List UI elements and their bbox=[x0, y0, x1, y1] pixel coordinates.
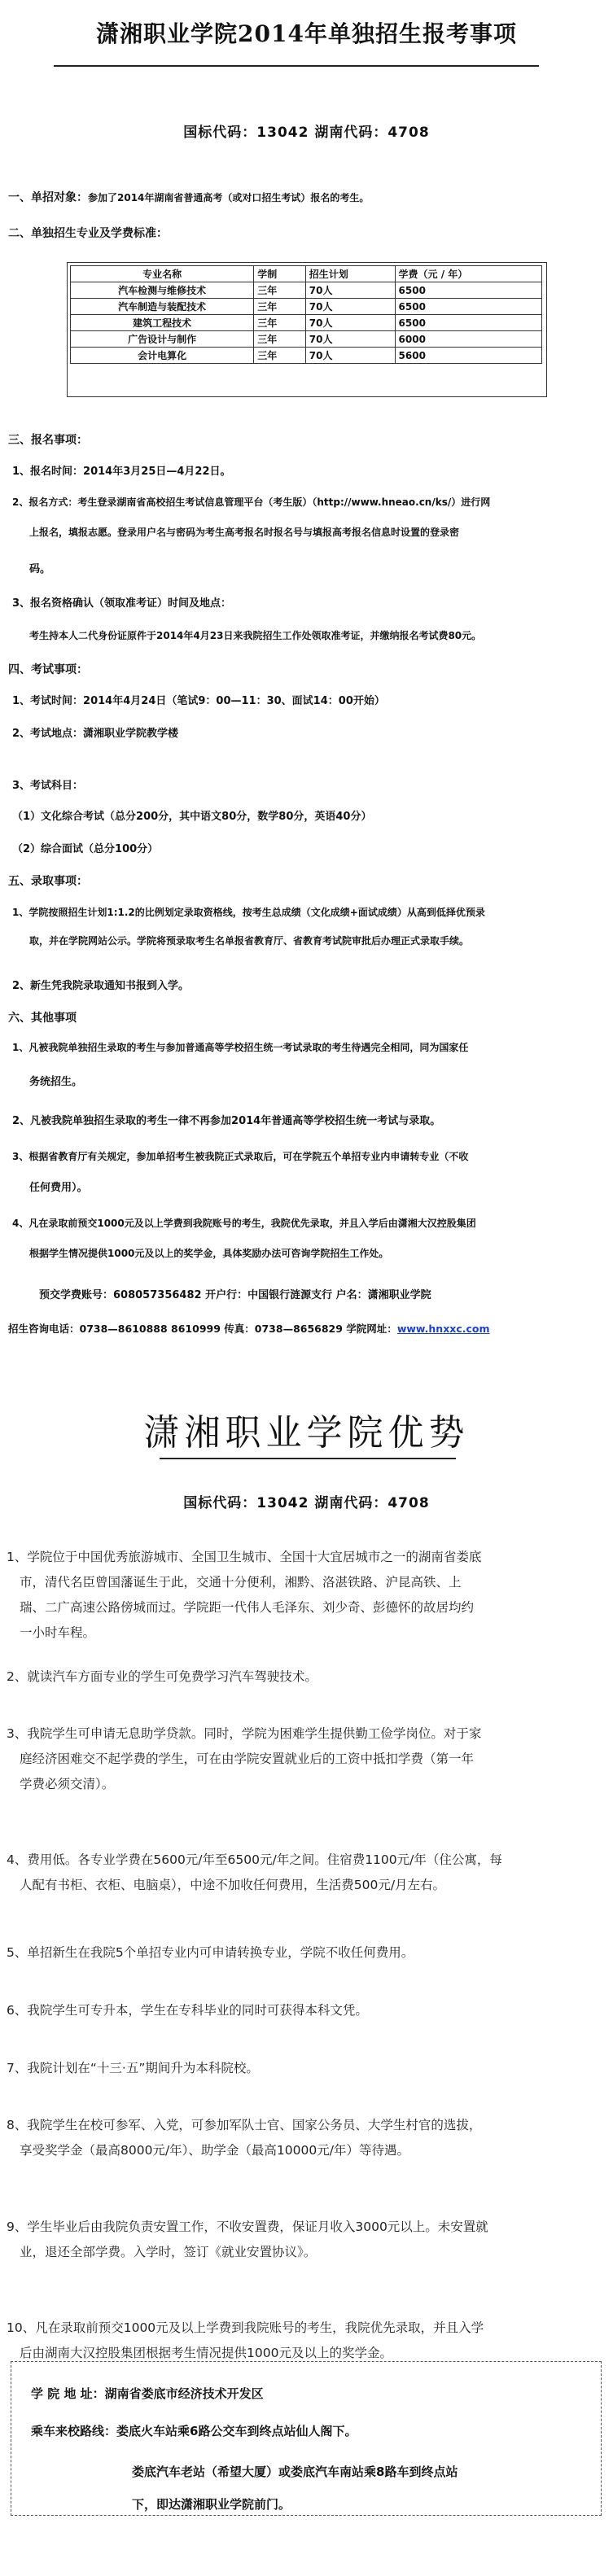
advantage-line: 7、我院计划在“十三·五”期间升为本科院校。 bbox=[7, 2061, 259, 2075]
table-row bbox=[71, 315, 542, 331]
qualification-text: 考生持本人二代身份证原件于2014年4月23日来我院招生工作处领取准考证，并缴纳报名考试费80元。 bbox=[29, 630, 482, 641]
other-1-line2: 务统招生。 bbox=[29, 1076, 83, 1088]
section-1-title: 一、单招对象： bbox=[8, 191, 88, 204]
advantage-line: 5、单招新生在我院5个单招专业内可申请转换专业，学院不收任何费用。 bbox=[7, 1945, 414, 1960]
other-4-line1: 4、凡在录取前预交1000元及以上学费到我院账号的考生，我院优先录取，并且入学后由潇湘大汉控股集团 bbox=[12, 1218, 476, 1229]
advantage-line: 业，退还全部学费。入学时，签订《就业安置协议》。 bbox=[20, 2245, 317, 2259]
section-heading-2: 二、单独招生专业及学费标准： bbox=[8, 227, 168, 240]
exam-subject-1: （1）文化综合考试（总分200分，其中语文80分，数学80分，英语40分） bbox=[12, 811, 372, 823]
table-cell: 会计电算化 bbox=[71, 348, 254, 364]
table-cell: 70人 bbox=[305, 299, 395, 315]
route-label: 乘车来校路线： bbox=[31, 2424, 117, 2438]
section-1-text: 参加了2014年湖南省普通高考（或对口招生考试）报名的考生。 bbox=[88, 192, 370, 203]
table-row bbox=[71, 299, 542, 315]
exam-time: 1、考试时间：2014年4月24日（笔试9：00—11：30、面试14：00开始） bbox=[12, 695, 385, 707]
contact-line bbox=[8, 1321, 490, 1336]
table-cell: 三年 bbox=[254, 315, 306, 331]
table-cell: 三年 bbox=[254, 282, 306, 299]
address-label: 学 院 地 址： bbox=[31, 2386, 105, 2401]
table-header-row bbox=[71, 266, 542, 282]
advantage-item bbox=[7, 1664, 593, 1690]
route-line2: 娄底汽车老站（希望大厦）或娄底汽车南站乘8路车到终点站 bbox=[132, 2464, 458, 2479]
table-cell: 5600 bbox=[395, 348, 541, 364]
address-text: 湖南省娄底市经济技术开发区 bbox=[104, 2386, 264, 2401]
table-row bbox=[71, 348, 542, 364]
admission-rule-line1: 1、学院按照招生计划1:1.2的比例划定录取资格线，按考生总成绩（文化成绩+面试成绩）从高到低择优预录 bbox=[12, 907, 485, 918]
advantage-line: 4、费用低。各专业学费在5600元/年至6500元/年之间。住宿费1100元/年（住公寓，每 bbox=[7, 1852, 502, 1867]
table-header-cell: 招生计划 bbox=[305, 266, 395, 282]
page-title: 潇湘职业学院2014年单独招生报考事项 bbox=[96, 20, 517, 47]
enroll-method-line3: 码。 bbox=[29, 563, 51, 575]
advantage-line: 2、就读汽车方面专业的学生可免费学习汽车驾驶技术。 bbox=[7, 1669, 317, 1684]
advantage-line: 学费必须交清）。 bbox=[20, 1777, 115, 1791]
advantage-line: 庭经济困难交不起学费的学生，可在由学院安置就业后的工资中抵扣学费（第一年 bbox=[20, 1752, 475, 1766]
advantage-line: 市，清代名臣曾国藩诞生于此，交通十分便利，湘黔、洛湛铁路、沪昆高铁、上 bbox=[20, 1575, 462, 1590]
advantage-item bbox=[7, 2056, 593, 2081]
website-link[interactable]: www.hnxxc.com bbox=[396, 1323, 490, 1335]
enroll-method-line1: 2、报名方式：考生登录湖南省高校招生考试信息管理平台（考生版）（http://www.hneao.cn/ks/）进行网 bbox=[12, 496, 491, 508]
advantage-item bbox=[7, 2215, 593, 2265]
phone-label: 招生咨询电话： bbox=[8, 1323, 80, 1335]
advantage-line: 一小时车程。 bbox=[20, 1625, 96, 1640]
table-cell: 6000 bbox=[395, 331, 541, 348]
other-4-line2: 根据学生情况提供1000元及以上的奖学金，具体奖励办法可咨询学院招生工作处。 bbox=[29, 1248, 389, 1259]
enroll-method-line2: 上报名，填报志愿。登录用户名与密码为考生高考报名时报名号与填报高考报名信息时设置的登录密 bbox=[29, 527, 460, 538]
advantage-item bbox=[7, 2113, 593, 2163]
table-cell: 6500 bbox=[395, 299, 541, 315]
section-heading-4: 四、考试事项： bbox=[8, 663, 88, 676]
advantage-item bbox=[7, 1545, 593, 1646]
advantage-line: 8、我院学生在校可参军、入党，可参加军队士官、国家公务员、大学生村官的选拔， bbox=[7, 2118, 482, 2132]
other-2: 2、凡被我院单独招生录取的考生一律不再参加2014年普通高等学校招生统一考试与录取。 bbox=[12, 1115, 441, 1127]
other-3-line2: 任何费用）。 bbox=[29, 1182, 88, 1194]
route-line3: 下，即达潇湘职业学院前门。 bbox=[132, 2497, 291, 2512]
table-cell: 建筑工程技术 bbox=[71, 315, 254, 331]
advantages-divider bbox=[160, 1458, 456, 1459]
section-heading-6: 六、其他事项 bbox=[8, 1012, 77, 1025]
exam-subjects: 3、考试科目： bbox=[12, 780, 84, 792]
advantages-title: 潇湘职业学院优势 bbox=[143, 1412, 470, 1454]
advantage-line: 6、我院学生可专升本，学生在专科毕业的同时可获得本科文凭。 bbox=[7, 2003, 368, 2018]
fee-table bbox=[70, 265, 542, 364]
phone-text: 0738—8610888 8610999 传真：0738—8656829 学院网址： bbox=[79, 1323, 397, 1335]
advantage-item bbox=[7, 2316, 593, 2366]
institution-codes: 国标代码：13042 湖南代码：4708 bbox=[183, 125, 430, 141]
advantage-line: 9、学生毕业后由我院负责安置工作，不收安置费，保证月收入3000元以上。未安置就 bbox=[7, 2220, 488, 2234]
section-heading-5: 五、录取事项： bbox=[8, 875, 88, 888]
advantage-item bbox=[7, 1848, 593, 1898]
qualification-heading: 3、报名资格确认（领取准考证）时间及地点： bbox=[12, 597, 232, 610]
table-cell: 三年 bbox=[254, 348, 306, 364]
admission-notice: 2、新生凭我院录取通知书报到入学。 bbox=[12, 980, 190, 992]
table-cell: 汽车制造与装配技术 bbox=[71, 299, 254, 315]
title-divider bbox=[54, 65, 539, 67]
table-header-cell: 学制 bbox=[254, 266, 306, 282]
table-row bbox=[71, 331, 542, 348]
section-heading-1 bbox=[8, 189, 369, 205]
table-cell: 汽车检测与维修技术 bbox=[71, 282, 254, 299]
address-line bbox=[31, 2385, 264, 2402]
table-header-cell: 学费（元 / 年） bbox=[395, 266, 541, 282]
advantage-line: 1、学院位于中国优秀旅游城市、全国卫生城市、全国十大宜居城市之一的湖南省娄底 bbox=[7, 1550, 482, 1564]
advantage-line: 瑞、二广高速公路傍城而过。学院距一代伟人毛泽东、刘少奇、彭德怀的故居均约 bbox=[20, 1600, 475, 1615]
table-cell: 70人 bbox=[305, 315, 395, 331]
table-cell: 70人 bbox=[305, 282, 395, 299]
table-cell: 70人 bbox=[305, 331, 395, 348]
table-cell: 70人 bbox=[305, 348, 395, 364]
exam-subject-2: （2）综合面试（总分100分） bbox=[12, 843, 159, 855]
table-row bbox=[71, 282, 542, 299]
advantage-item bbox=[7, 1940, 593, 1966]
advantage-line: 后由湖南大汉控股集团根据考生情况提供1000元及以上的奖学金。 bbox=[20, 2346, 392, 2360]
advantage-line: 享受奖学金（最高8000元/年）、助学金（最高10000元/年）等待遇。 bbox=[20, 2143, 409, 2158]
section-heading-3: 三、报名事项： bbox=[8, 434, 88, 447]
table-header-cell: 专业名称 bbox=[71, 266, 254, 282]
tuition-account: 预交学费账号：608057356482 开户行：中国银行涟源支行 户名：潇湘职业学院 bbox=[39, 1289, 431, 1301]
route-line1 bbox=[31, 2422, 357, 2439]
other-3-line1: 3、根据省教育厅有关规定，参加单招考生被我院正式录取后，可在学院五个单招专业内申请转专业（不收 bbox=[12, 1151, 469, 1162]
other-1-line1: 1、凡被我院单独招生录取的考生与参加普通高等学校招生统一考试录取的考生待遇完全相同，同为国家任 bbox=[12, 1042, 469, 1053]
advantage-line: 10、凡在录取前预交1000元及以上学费到我院账号的考生，我院优先录取，并且入学 bbox=[7, 2320, 484, 2335]
enroll-time: 1、报名时间：2014年3月25日—4月22日。 bbox=[12, 466, 231, 478]
advantage-item bbox=[7, 1998, 593, 2023]
table-cell: 6500 bbox=[395, 282, 541, 299]
table-cell: 三年 bbox=[254, 331, 306, 348]
advantage-line: 3、我院学生可申请无息助学贷款。同时，学院为困难学生提供勤工俭学岗位。对于家 bbox=[7, 1726, 482, 1741]
advantage-line: 人配有书柜、衣柜、电脑桌），中途不加收任何费用，生活费500元/月左右。 bbox=[20, 1878, 446, 1892]
advantages-codes: 国标代码：13042 湖南代码：4708 bbox=[183, 1495, 430, 1511]
table-cell: 6500 bbox=[395, 315, 541, 331]
route-text-1: 娄底火车站乘6路公交车到终点站仙人阁下。 bbox=[116, 2424, 357, 2438]
table-cell: 广告设计与制作 bbox=[71, 331, 254, 348]
table-cell: 三年 bbox=[254, 299, 306, 315]
exam-place: 2、考试地点：潇湘职业学院教学楼 bbox=[12, 728, 179, 740]
advantage-item bbox=[7, 1721, 593, 1797]
admission-rule-line2: 取，并在学院网站公示。学院将预录取考生名单报省教育厅、省教育考试院审批后办理正式录取手续。 bbox=[29, 935, 470, 947]
